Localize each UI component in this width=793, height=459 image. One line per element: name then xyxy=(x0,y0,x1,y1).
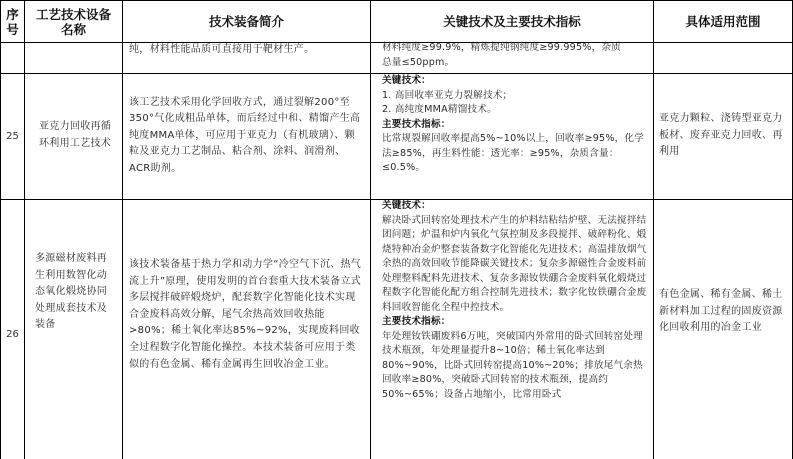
table-header-row xyxy=(0,0,793,43)
row26-intro: 该技术装备基于热力学和动力学“冷空气下沉、热气流上升”原理，使用发明的首台套重大技术装备立式多层搅拌破碎煅烧炉，配套数字化智能化技术实现合金废料高效分解，尾气余热高效回收热能>80%；稀土氧化率达85%~92%，实现废料回收全过程数字化智能化操控。本技术装备可应用于类似的有色金属、稀有金属再生回收冶金工业。 xyxy=(129,259,362,370)
row26-key-title: 关键技术： xyxy=(382,200,431,211)
row25-name-cell xyxy=(24,73,122,199)
row25-key-item-2: 2. 高纯度MMA精馏技术。 xyxy=(382,104,497,115)
row26-name-cell xyxy=(24,199,122,459)
table-row-25 xyxy=(0,73,793,200)
row25-index-cell xyxy=(0,73,24,199)
row26-key-cell xyxy=(370,199,653,459)
row25-indicator-text: 比常规裂解回收率提高5%~10%以上，回收率≥95%，化学法≥85%，再生料性能：透光率：≥95%，杂质含量：≤0.5%。 xyxy=(382,133,645,173)
header-cell-key xyxy=(370,1,653,42)
row25-key-block xyxy=(371,73,653,176)
row26-indicator-title: 主要技术指标： xyxy=(382,316,451,327)
row26-index: 26 xyxy=(6,328,19,340)
row26-scope-cell xyxy=(653,199,793,459)
row25-key-cell xyxy=(370,73,653,199)
header-key-label: 关键技术及主要技术指标 xyxy=(443,14,581,29)
cont-scope-cell xyxy=(653,41,793,73)
header-cell-scope xyxy=(653,1,793,42)
cont-key-line-2: 总量≤50ppm。 xyxy=(382,56,455,68)
cont-index-cell xyxy=(0,41,24,73)
cont-key-line-1: 材料纯度≥99.9%，精炼提纯钢纯度≥99.995%，杂质 xyxy=(382,42,621,53)
header-cell-intro xyxy=(122,1,370,42)
row25-name: 亚克力回收再循环利用工艺技术 xyxy=(39,121,112,149)
cont-key-cell xyxy=(370,41,653,73)
row26-indicator-text: 年处理钕铁硼废料6万吨，突破国内外常用的卧式回转窑处理技术瓶颈，年处理量提升8~10倍；稀土氧化率达到80%~90%，比卧式回转窑提高10%~20%；排放尾气余热回收率≥80%，突破卧式回转窑的技术瓶颈，提高约50%~65%；设备占地缩小，比常用卧式 xyxy=(382,330,643,400)
row26-scope: 有色金属、稀有金属、稀土新材料加工过程的固废资源化回收利用的冶金工业 xyxy=(659,289,783,334)
table-row-continued xyxy=(0,41,793,74)
row26-index-cell xyxy=(0,199,24,459)
header-cell-index xyxy=(0,1,24,42)
cont-intro-cell xyxy=(122,41,370,73)
row25-intro-cell xyxy=(122,73,370,199)
header-scope-label: 具体适用范围 xyxy=(685,14,761,29)
row25-indicator-title: 主要技术指标： xyxy=(382,118,451,130)
row25-scope: 亚克力颗粒、浇铸型亚克力板材、废弃亚克力回收、再利用 xyxy=(659,113,783,158)
row25-key-title: 关键技术： xyxy=(382,75,431,86)
header-cell-name xyxy=(24,1,122,42)
cont-intro-text: 纯，材料性能品质可直接用于靶材生产。 xyxy=(129,44,315,55)
cont-key-text xyxy=(371,41,653,70)
row25-scope-cell xyxy=(653,73,793,199)
table-row-26 xyxy=(0,199,793,459)
header-name-label: 工艺技术设备名称 xyxy=(35,6,111,37)
row26-key-block xyxy=(371,199,653,402)
row25-key-item-1: 1. 高回收率亚克力裂解技术； xyxy=(382,89,513,101)
row25-intro: 该工艺技术采用化学回收方式，通过裂解200°至350°气化成粗品单体，而后经过中和、精馏产生高纯度MMA单体，可应用于亚克力（有机玻璃）、颗粒及亚克力工艺制品、粘合剂、涂料、润滑剂、ACR助剂。 xyxy=(129,96,361,174)
cont-name-cell xyxy=(24,41,122,73)
row26-key-text: 解决卧式回转窑处理技术产生的炉料结粘结炉壁、无法搅拌结团问题；炉温和炉内氧化气氛控制及多段搅拌、破碎粉化、煅烧特种冶金炉整套装备数字化智能化先进技术；高温排放烟气余热的高效回收节能降碳关键技术；复杂多源磁性合金废料前处理整料配料先进技术、复杂多源钕铁硼合金废料氧化煅烧过程数字化智能化配方组合控制先进技术；数字化钕铁硼合金废料回收智能化全程中控技术。 xyxy=(382,214,647,313)
header-intro-label: 技术装备简介 xyxy=(208,14,284,29)
row26-name: 多源磁材废料再生利用数智化动态氧化煅烧协同处理成套技术及装备 xyxy=(35,253,108,331)
row26-intro-cell xyxy=(122,199,370,459)
header-index-label: 序号 xyxy=(6,6,19,37)
row25-index: 25 xyxy=(6,130,19,142)
